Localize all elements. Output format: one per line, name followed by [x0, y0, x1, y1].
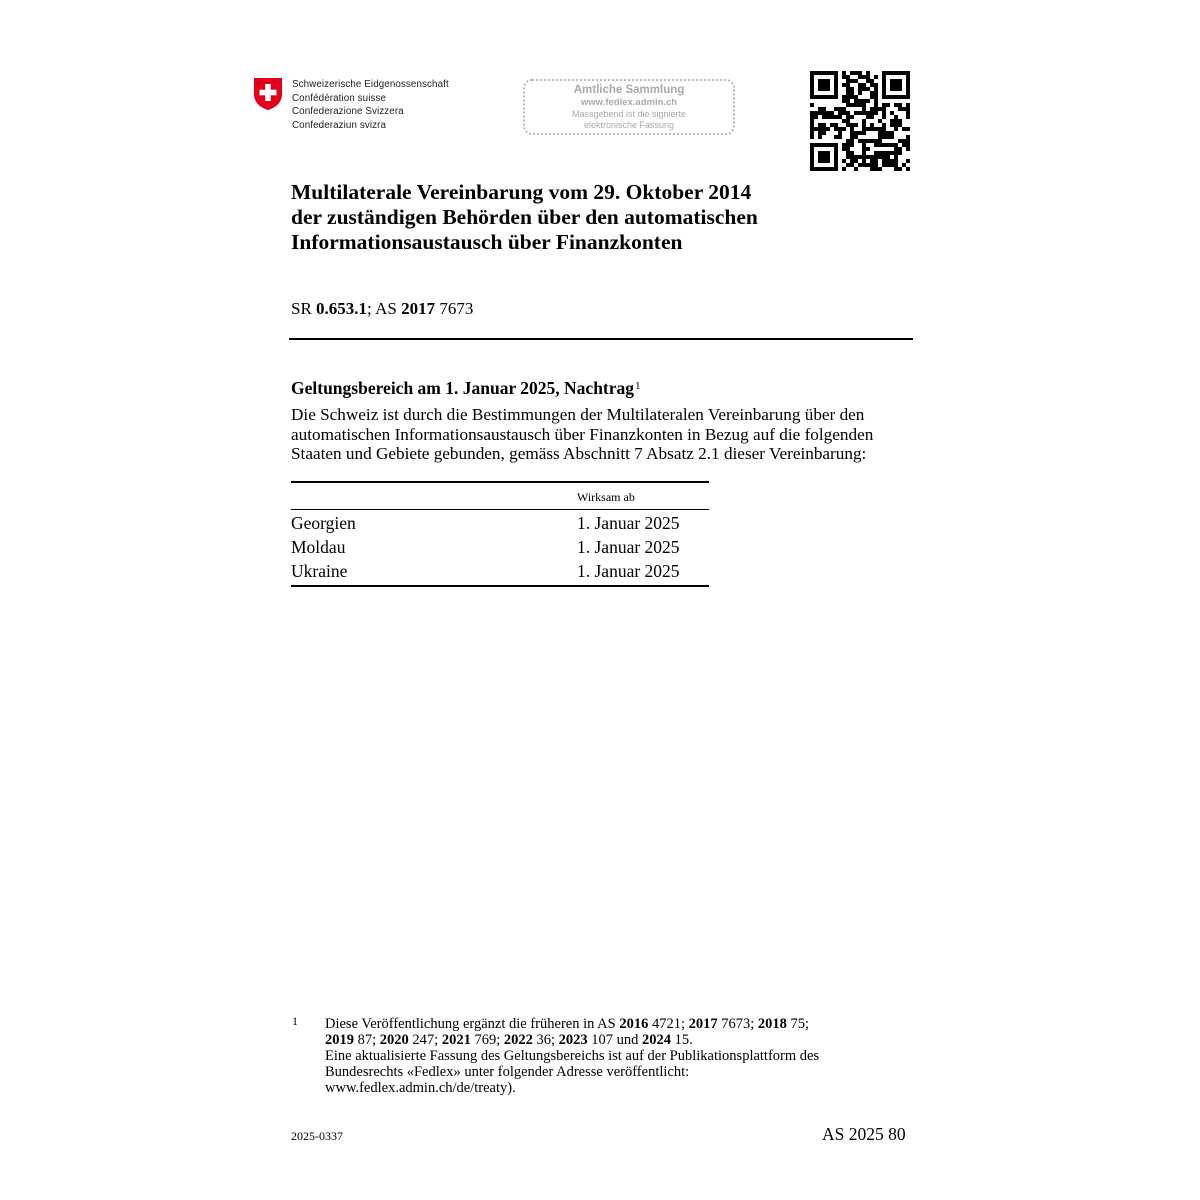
state-cell: Ukraine: [291, 561, 348, 581]
state-cell: Georgien: [291, 513, 356, 533]
ref-year: 2022: [503, 1032, 533, 1048]
ref-page: 4721: [651, 1016, 681, 1032]
page-reference: AS 2025 80: [822, 1124, 906, 1144]
official-collection-stamp: [523, 79, 735, 135]
ref-year: 2021: [441, 1032, 471, 1048]
footnote-link-line[interactable]: www.fedlex.admin.ch/de/treaty).: [325, 1080, 516, 1096]
ref-year: 2016: [619, 1016, 649, 1032]
table-row: [291, 558, 709, 582]
ref-page: 15: [674, 1032, 690, 1048]
footnote-marker[interactable]: 1: [635, 380, 641, 392]
ref-year: 2017: [688, 1016, 718, 1032]
footnote-line: Diese Veröffentlichung ergänzt die früheren in AS 2016 4721; 2017 7673; 2018 75; 2019 87; 2020 247; 2021 769; 2022 36; 2023 107 und 2024 15.: [325, 1016, 810, 1048]
agency-name-block: [292, 78, 449, 132]
reference-line: [291, 299, 473, 319]
stamp-url: www.fedlex.admin.ch: [580, 97, 678, 108]
stamp-note-line: elektronische Fassung: [583, 120, 675, 130]
ref-page: 75: [790, 1016, 806, 1032]
title-line: der zuständigen Behörden über den automatischen: [291, 205, 758, 229]
footnote-line: Bundesrechts «Fedlex» unter folgender Adresse veröffentlicht:: [325, 1064, 690, 1080]
ref-page: 247: [412, 1032, 435, 1048]
document-number: 2025-0337: [291, 1129, 343, 1143]
title-line: Informationsaustausch über Finanzkonten: [291, 230, 683, 254]
ref-page: 769: [474, 1032, 497, 1048]
table-body: [291, 510, 709, 587]
scope-table: [291, 481, 709, 587]
stamp-note-line: Massgebend ist die signierte: [571, 109, 687, 119]
as-prefix: AS: [375, 299, 397, 318]
as-page: 7673: [439, 299, 474, 318]
footnote-line: Eine aktualisierte Fassung des Geltungsbereichs ist auf der Publikationsplattform des: [325, 1048, 820, 1064]
table-row: [291, 534, 709, 558]
ref-end: .: [689, 1032, 693, 1048]
title-line: Multilaterale Vereinbarung vom 29. Oktober 2014: [291, 180, 752, 204]
date-cell: 1. Januar 2025: [577, 537, 680, 557]
agency-line: Confederaziun svizra: [292, 119, 387, 131]
stamp-title: Amtliche Sammlung: [573, 84, 685, 96]
ref-page: 36: [536, 1032, 551, 1048]
date-cell: 1. Januar 2025: [577, 561, 680, 581]
column-header-effective-from: Wirksam ab: [577, 490, 635, 504]
agency-line: Confédération suisse: [292, 92, 387, 104]
table-header-row: [291, 483, 709, 510]
ref-page: 107: [591, 1032, 613, 1048]
as-year: 2017: [401, 299, 436, 318]
document-title: [291, 180, 911, 255]
ref-year: 2019: [325, 1032, 354, 1048]
swiss-coat-of-arms-logo: [253, 77, 283, 111]
qr-code-icon: [810, 71, 910, 171]
ref-page: 7673: [721, 1016, 751, 1032]
ref-separator: ;: [367, 299, 372, 318]
ref-year: 2024: [642, 1032, 671, 1048]
ref-connector: und: [616, 1032, 639, 1048]
sr-number: 0.653.1: [316, 299, 368, 318]
sr-prefix: SR: [291, 299, 312, 318]
footnote-number: 1: [292, 1014, 298, 1028]
agency-line: Confederazione Svizzera: [292, 106, 404, 117]
title-divider: [289, 338, 913, 340]
ref-year: 2023: [558, 1032, 588, 1048]
footnote-lead: Diese Veröffentlichung ergänzt die früheren in AS: [325, 1016, 616, 1032]
ref-year: 2018: [757, 1016, 787, 1032]
date-cell: 1. Januar 2025: [577, 513, 680, 533]
state-cell: Moldau: [291, 537, 346, 557]
section-heading-text: Geltungsbereich am 1. Januar 2025, Nachtrag: [291, 378, 635, 398]
section-heading: [291, 375, 641, 399]
agency-line: Schweizerische Eidgenossenschaft: [292, 79, 449, 90]
table-row: [291, 510, 709, 534]
intro-paragraph: Die Schweiz ist durch die Bestimmungen der Multilateralen Vereinbarung über den automatischen Informationsaustausch über Finanzkonten in Bezug auf die folgenden Staaten und Gebiete gebunden, gemäss Abschnitt 7 Absatz 2.1 dieser Vereinbarung:: [291, 405, 874, 463]
ref-year: 2020: [379, 1032, 409, 1048]
ref-page: 87: [357, 1032, 373, 1048]
footnote-text: [325, 1016, 915, 1096]
